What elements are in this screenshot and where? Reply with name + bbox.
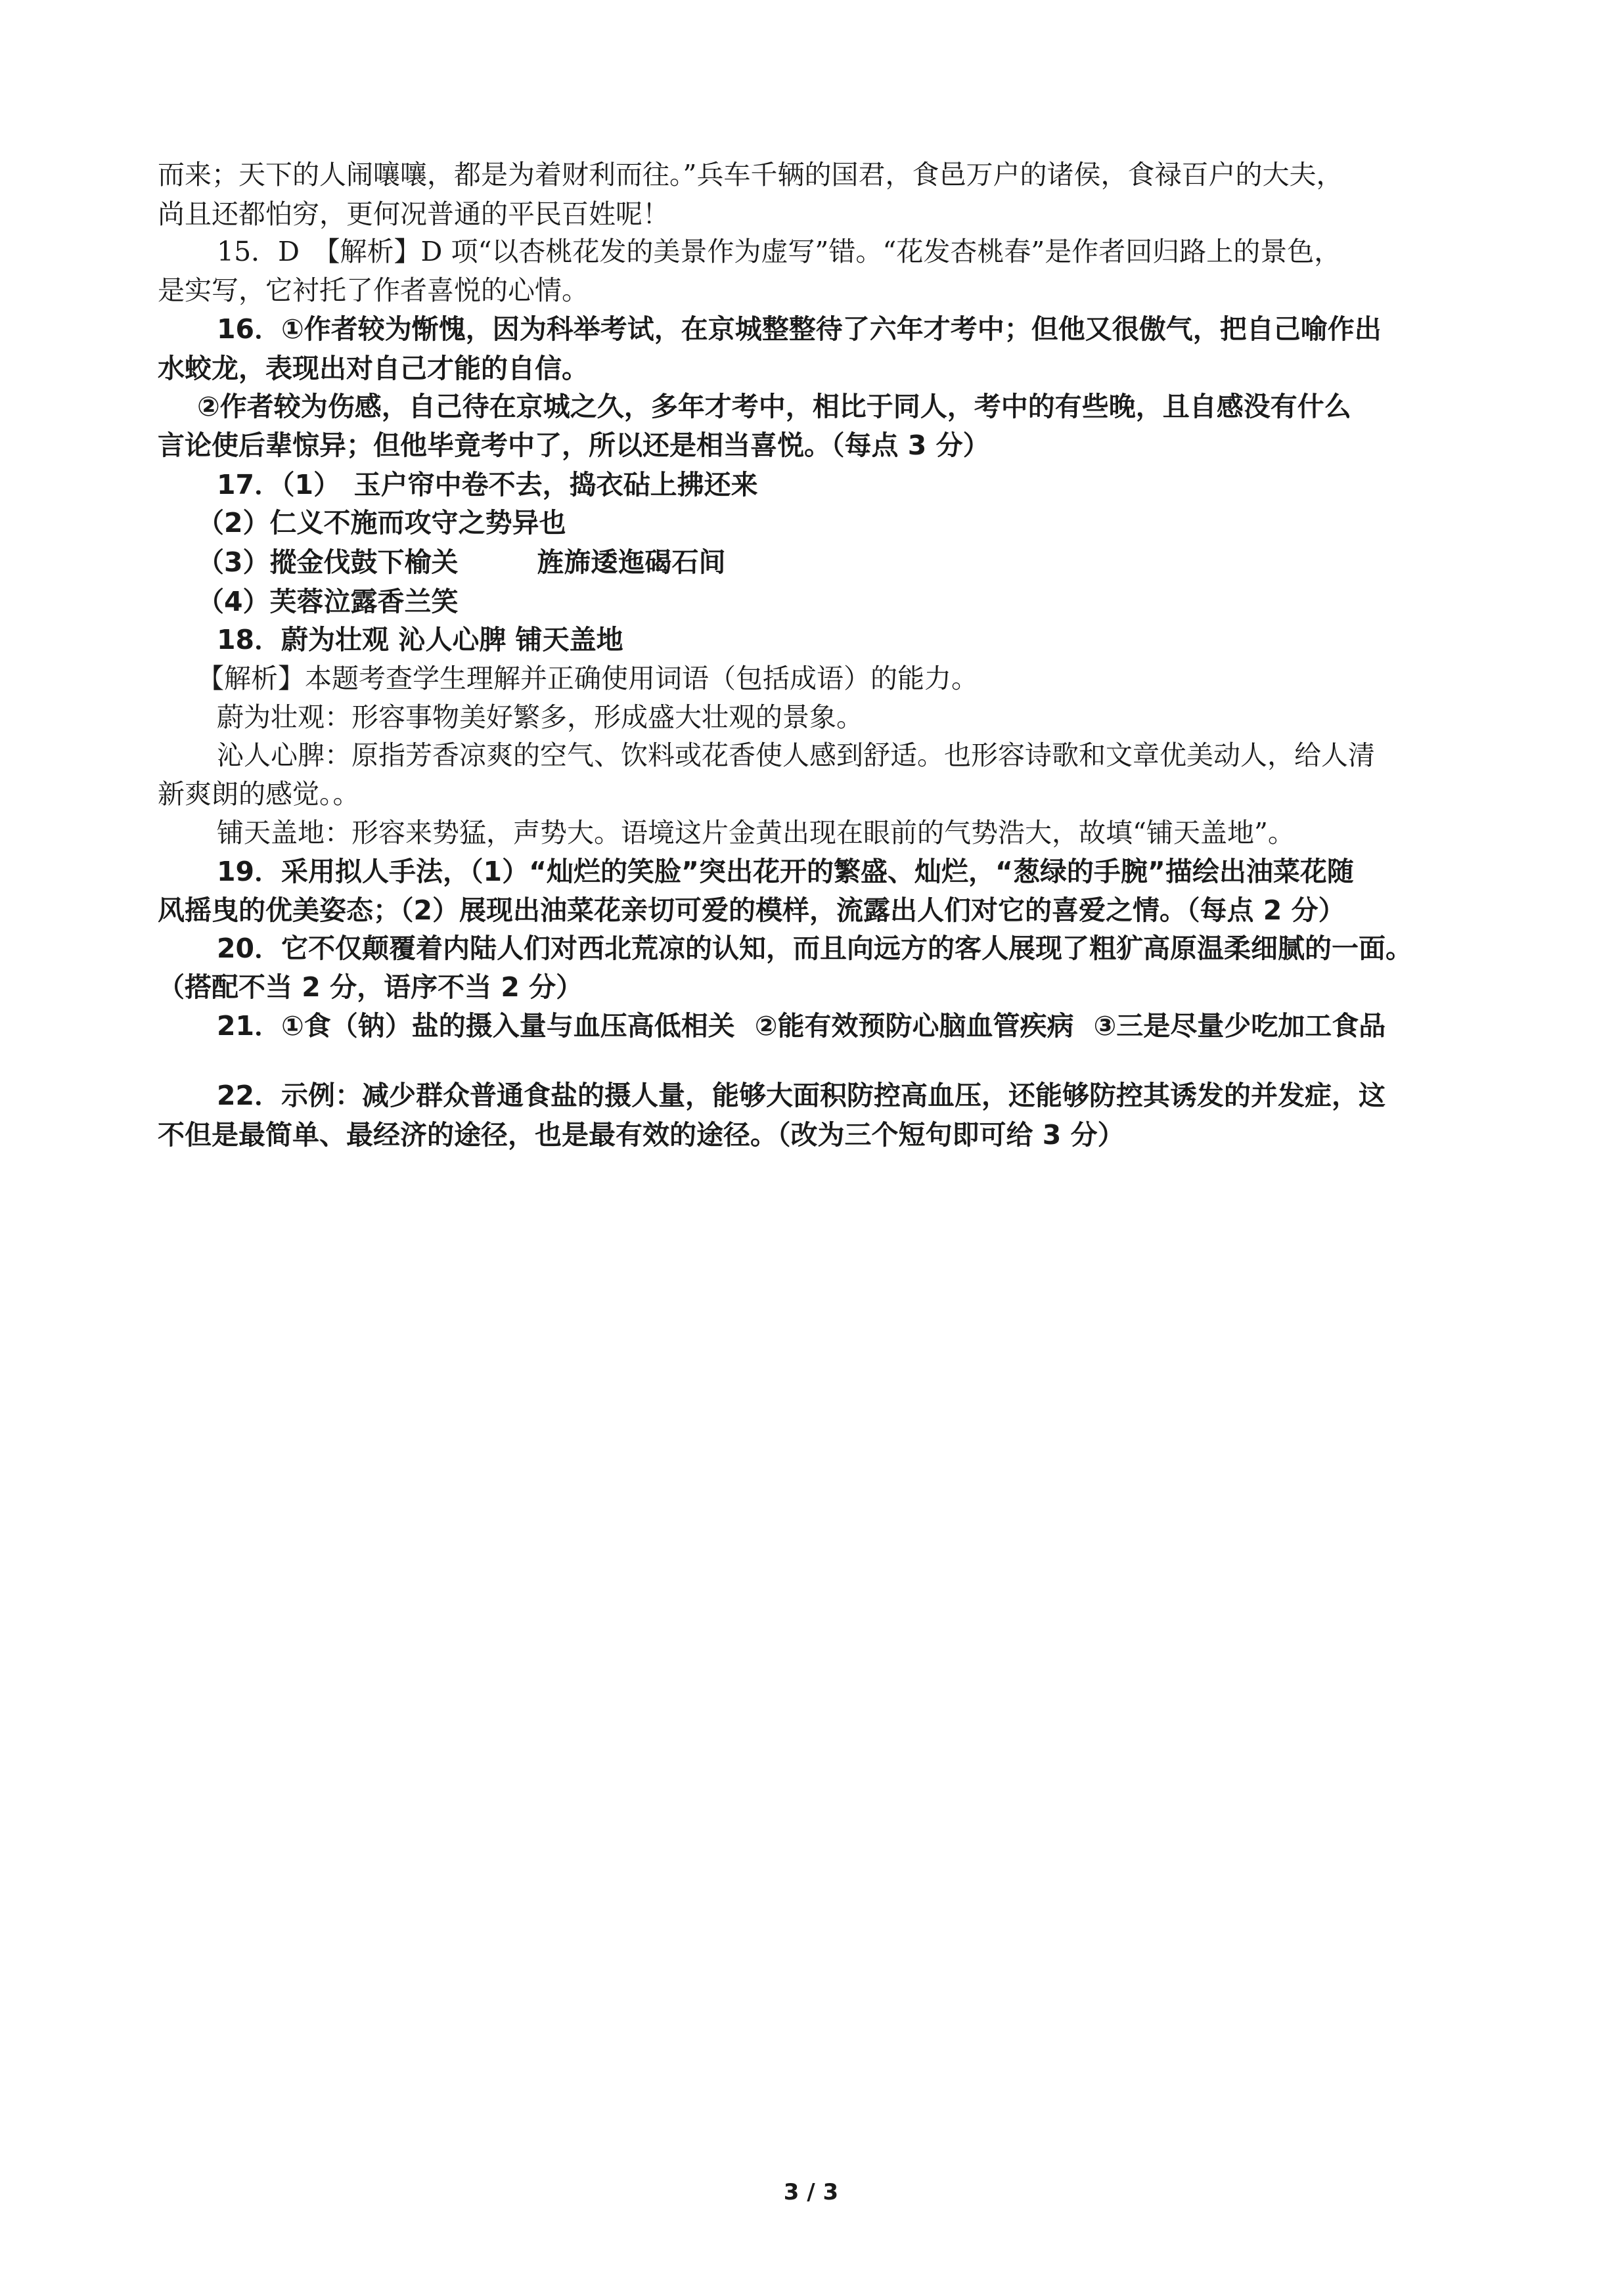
answer-18-line: 18．蔚为壮观 沁人心脾 铺天盖地 — [217, 624, 623, 655]
answer-17-part-b: 旌旆逶迤碣石间 — [537, 546, 726, 578]
answer-18-line: 蔚为壮观：形容事物美好繁多，形成盛大壮观的景象。 — [217, 701, 863, 733]
answer-19-line: 风摇曳的优美姿态；（2）展现出油菜花亲切可爱的模样，流露出人们对它的喜爱之情。（每点 2 分） — [158, 894, 1345, 926]
answer-20-line: （搭配不当 2 分，语序不当 2 分） — [158, 971, 583, 1003]
answer-21-line — [217, 1007, 1531, 1044]
answer-17-line — [197, 544, 1511, 581]
answer-22-line: 不但是最简单、最经济的途径，也是最有效的途径。（改为三个短句即可给 3 分） — [158, 1119, 1125, 1151]
answer-18-line: 沁人心脾：原指芳香凉爽的空气、饮料或花香使人感到舒适。也形容诗歌和文章优美动人，给人清 — [217, 740, 1375, 771]
answer-17-part-a: （3）摐金伐鼓下榆关 — [197, 546, 459, 578]
answer-16-line: 言论使后辈惊异；但他毕竟考中了，所以还是相当喜悦。（每点 3 分） — [158, 430, 990, 461]
answer-21-part-2: ②能有效预防心脑血管疾病 — [754, 1010, 1074, 1042]
answer-16-line: ②作者较为伤感，自己待在京城之久，多年才考中，相比于同人，考中的有些晚，且自感没有什么 — [197, 391, 1351, 422]
answer-22-line: 22．示例：减少群众普通食盐的摄人量，能够大面积防控高血压，还能够防控其诱发的并发症，这 — [217, 1080, 1386, 1111]
paragraph-line: 尚且还都怕穷，更何况普通的平民百姓呢！ — [158, 198, 669, 230]
answer-18-line: 铺天盖地：形容来势猛，声势大。语境这片金黄出现在眼前的气势浩大，故填“铺天盖地”。 — [217, 817, 1295, 849]
page-number: 3 / 3 — [783, 2179, 839, 2205]
answer-15-line: 15．D 【解析】D 项“以杏桃花发的美景作为虚写”错。“花发杏桃春”是作者回归路上的景色， — [217, 236, 1341, 267]
answer-16-line: 水蛟龙，表现出对自己才能的自信。 — [158, 353, 589, 384]
answer-21-part-1: 21．①食（钠）盐的摄入量与血压高低相关 — [217, 1010, 735, 1042]
answer-17-line: （2）仁义不施而攻守之势异也 — [197, 507, 566, 539]
answer-20-line: 20．它不仅颠覆着内陆人们对西北荒凉的认知，而且向远方的客人展现了粗犷高原温柔细腻的一面。 — [217, 933, 1413, 964]
answer-21-part-3: ③三是尽量少吃加工食品 — [1093, 1010, 1386, 1042]
answer-17-line: （4）芙蓉泣露香兰笑 — [197, 586, 459, 617]
answer-16-line: 16．①作者较为惭愧，因为科举考试，在京城整整待了六年才考中；但他又很傲气，把自己喻作出 — [217, 313, 1382, 345]
answer-19-line: 19．采用拟人手法，（1）“灿烂的笑脸”突出花开的繁盛、灿烂，“葱绿的手腕”描绘出油菜花随 — [217, 856, 1354, 887]
answer-15-line: 是实写，它衬托了作者喜悦的心情。 — [158, 275, 589, 306]
paragraph-line: 而来；天下的人闹嚷嚷，都是为着财利而往。”兵车千辆的国君，食邑万户的诸侯，食禄百户的大夫， — [158, 159, 1343, 190]
answer-18-line: 【解析】本题考查学生理解并正确使用词语（包括成语）的能力。 — [197, 663, 978, 694]
answer-17-line: 17．（1） 玉户帘中卷不去，捣衣砧上拂还来 — [217, 469, 758, 500]
answer-18-line: 新爽朗的感觉。。 — [158, 778, 360, 810]
